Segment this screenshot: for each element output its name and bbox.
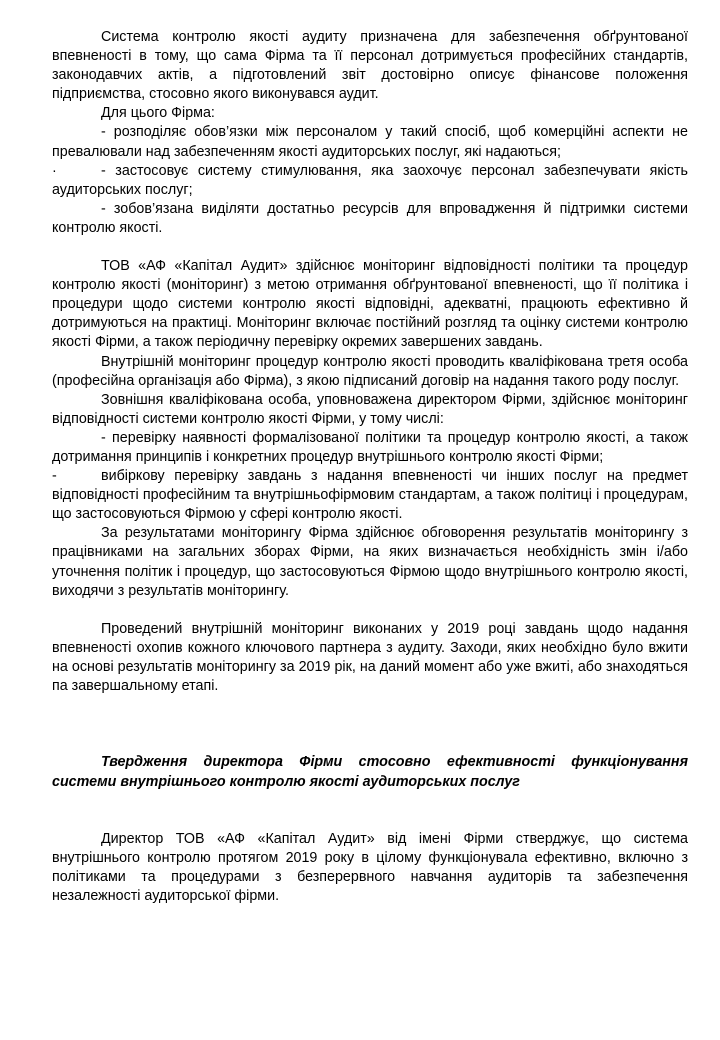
paragraph-monitoring: ТОВ «АФ «Капітал Аудит» здійснює моніторинг відповідності політики та процедур контролю якості (моніторинг) з метою отримання обґрунтованої впевненості, що її політика і процедури щодо системи контролю якості відповідні, адекватні, працюють ефективно й дотримуються на практиці. Моніторинг включає постійний розгляд та оцінку системи контролю якості Фірми, а також періодичну перевірку окремих завершених завдань.	[52, 258, 688, 351]
list-item-responsibilities: - розподіляє обов’язки між персоналом у такий спосіб, щоб комерційні аспекти не превалювали над забезпеченням якості аудиторських послуг, які надаються;	[52, 124, 688, 160]
spacer	[52, 601, 688, 620]
list-marker: ·	[52, 162, 57, 179]
paragraph-2019-monitoring: Проведений внутрішній моніторинг виконаних у 2019 році завдань щодо надання впевненості охопив кожного ключового партнера з аудиту. Заходи, яких необхідно було вжити на основі результатів моніторингу за 2019 рік, на даний момент або уже вжиті, або знаходяться па завершальному етапі.	[52, 620, 688, 694]
paragraph-monitoring-results: За результатами моніторингу Фірма здійснює обговорення результатів моніторингу з працівниками на загальних зборах Фірми, на яких визначається необхідність змін і/або уточнення політик і процедур, що застосовуються Фірмою щодо внутрішнього контролю якості, виходячи з результатів моніторингу.	[52, 525, 688, 599]
spacer	[52, 792, 688, 830]
paragraph-quality-control-purpose: Система контролю якості аудиту призначена для забезпечення обґрунтованої впевненості в тому, що сама Фірма та її персонал дотримується професійних стандартів, законодавчих актів, а підготовлений звіт достовірно описує фінансове положення підприємства, стосовно якого виконувався аудит.	[52, 29, 688, 103]
list-item-resources: - зобов’язана виділяти достатньо ресурсів для впровадження й підтримки системи контролю якості.	[52, 200, 688, 236]
paragraph-internal-monitoring: Внутрішній моніторинг процедур контролю якості проводить кваліфікована третя особа (професійна організація або Фірма), з якою підписаний договір на надання такого роду послуг.	[52, 353, 688, 389]
paragraph-external-monitoring: Зовнішня кваліфікована особа, уповноважена директором Фірми, здійснює моніторинг відповідності системи контролю якості Фірми, у тому числі:	[52, 391, 688, 427]
spacer	[52, 238, 688, 257]
list-item-selective-check	[52, 467, 688, 524]
list-item-text: - застосовує систему стимулювання, яка заохочує персонал забезпечувати якість аудиторських послуг;	[52, 162, 688, 198]
paragraph-firm-intro: Для цього Фірма:	[101, 105, 215, 122]
list-marker: -	[52, 468, 57, 485]
list-item-policy-check: - перевірку наявності формалізованої політики та процедур контролю якості, а також дотримання принципів і конкретних процедур внутрішнього контролю якості Фірми;	[52, 429, 688, 465]
list-item-text: вибіркову перевірку завдань з надання впевненості чи інших послуг на предмет відповідності професійним та внутрішньофірмовим стандартам, а також політиці і процедурам, що застосовуються Фірмою у сфері контролю якості.	[52, 468, 688, 523]
list-item-incentives	[52, 162, 688, 200]
spacer	[52, 696, 688, 752]
section-heading: Твердження директора Фірми стосовно ефективності функціонування системи внутрішнього контролю якості аудиторських послуг	[52, 754, 688, 791]
paragraph-director-statement: Директор ТОВ «АФ «Капітал Аудит» від імені Фірми стверджує, що система внутрішнього контролю протягом 2019 року в цілому функціонувала ефективно, включно з політиками та процедурами з безперервного навчання аудиторів та забезпечення незалежності аудиторської фірми.	[52, 831, 688, 905]
